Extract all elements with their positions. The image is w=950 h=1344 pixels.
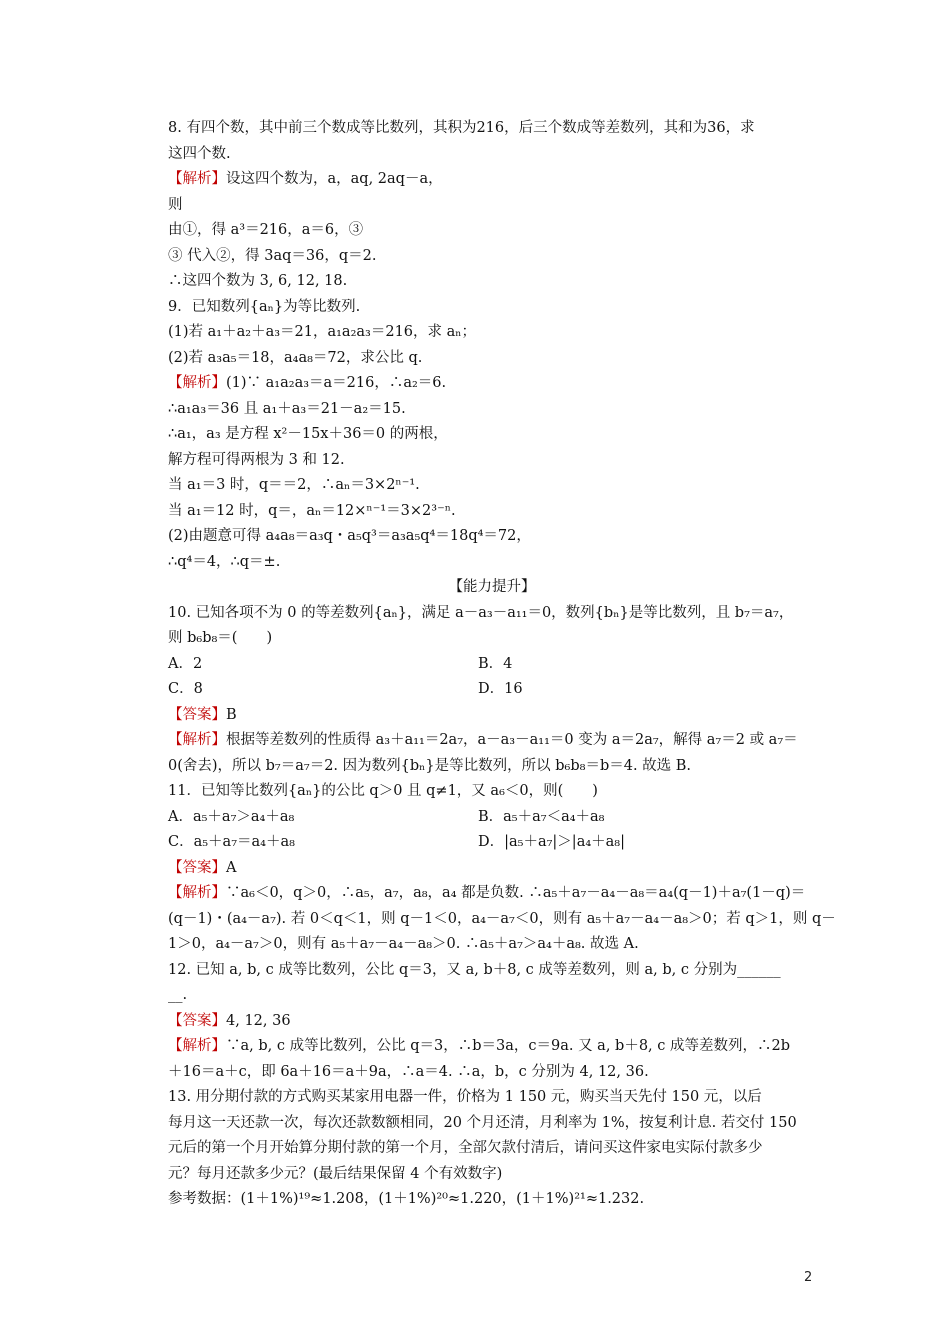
line-text: 参考数据：(1＋1%)¹⁹≈1.208，(1＋1%)²⁰≈1.220，(1＋1%)²¹≈1.232. (168, 1191, 645, 1207)
text-line (168, 295, 816, 321)
line-text: ∴a₁a₃＝36 且 a₁＋a₃＝21－a₂＝15. (168, 400, 406, 417)
option-text: D．16 (478, 681, 523, 697)
text-line (168, 320, 816, 346)
text-line (168, 1136, 816, 1162)
line-text: 元后的第一个月开始算分期付款的第一个月，全部欠款付清后，请问买这件家电实际付款多少 (168, 1140, 763, 1156)
option-row (168, 652, 816, 678)
option-text: C．a₅＋a₇＝a₄＋a₈ (168, 834, 295, 850)
text-line (168, 499, 816, 525)
line-text: 这四个数. (168, 145, 231, 162)
text-line (168, 422, 816, 448)
text-line (168, 1111, 816, 1137)
text-line (168, 524, 816, 550)
option-text: B．4 (478, 655, 513, 672)
option-row (168, 830, 816, 856)
line-text: 8. 有四个数，其中前三个数成等比数列，其积为216，后三个数成等差数列，其和为36，求 (168, 120, 755, 136)
text-line (168, 703, 816, 729)
line-text: 根据等差数列的性质得 a₃＋a₁₁＝2a₇，a－a₃－a₁₁＝0 变为 a＝2a₇，解得 a₇＝2 或 a₇＝ (226, 732, 798, 748)
text-line (168, 116, 816, 142)
line-text: ∴这四个数为 3, 6, 12, 18. (168, 273, 348, 289)
line-text: 12. 已知 a, b, c 成等比数列，公比 q＝3，又 a, b＋8, c 成等差数列，则 a, b, c 分别为______ (168, 961, 781, 978)
line-text: 每月这一天还款一次，每次还款数额相同，20 个月还清，月利率为 1%，按复利计息. 若交付 150 (168, 1114, 797, 1131)
line-text: ∵a₆＜0，q＞0，∴a₅，a₇，a₈，a₄ 都是负数. ∴a₅＋a₇－a₄－a₈＝a₄(q－1)＋a₇(1－q)＝ (226, 885, 806, 901)
line-text: 设这四个数为，a，aq, 2aq－a， (226, 171, 443, 187)
line-text: ③ 代入②，得 3aq＝36，q＝2. (168, 247, 377, 264)
line-text: 则 (168, 196, 183, 213)
line-text: 10. 已知各项不为 0 的等差数列{aₙ}，满足 a－a₃－a₁₁＝0，数列{bₙ}是等比数列，且 b₇＝a₇， (168, 604, 794, 621)
text-line (168, 754, 816, 780)
line-text: 0(舍去)，所以 b₇＝a₇＝2. 因为数列{bₙ}是等比数列，所以 b₆b₈＝b＝4. 故选 B. (168, 757, 692, 774)
text-line (168, 346, 816, 372)
line-text: 元？每月还款多少元？(最后结果保留 4 个有效数字) (168, 1165, 503, 1182)
label-tag: 【解析】 (168, 1038, 226, 1054)
option-row (168, 805, 816, 831)
text-line (168, 473, 816, 499)
text-line (168, 601, 816, 627)
text-line (168, 728, 816, 754)
line-text: 13. 用分期付款的方式购买某家用电器一件，价格为 1 150 元，购买当天先付 150 元，以后 (168, 1089, 762, 1105)
label-tag: 【解析】 (168, 375, 226, 391)
page-number: 2 (804, 1270, 813, 1285)
document-body (168, 116, 836, 1213)
line-text: (1)∵ a₁a₂a₃＝a＝216，∴a₂＝6. (226, 375, 447, 391)
text-line (168, 907, 836, 933)
text-line (168, 371, 816, 397)
text-line (168, 856, 816, 882)
text-line (168, 244, 816, 270)
line-text: ∴a₁，a₃ 是方程 x²－15x＋36＝0 的两根， (168, 426, 448, 442)
text-line (168, 932, 816, 958)
text-line (168, 448, 816, 474)
line-text: 当 a₁＝12 时，q＝，aₙ＝12×ⁿ⁻¹＝3×2³⁻ⁿ. (168, 502, 456, 519)
text-line (168, 218, 816, 244)
text-line (168, 881, 816, 907)
text-line (168, 779, 816, 805)
label-tag: 【答案】 (168, 706, 226, 723)
label-tag: 【解析】 (168, 171, 226, 187)
text-line (168, 1162, 816, 1188)
text-line (168, 1060, 816, 1086)
option-text: A．a₅＋a₇＞a₄＋a₈ (168, 808, 295, 825)
text-line (168, 550, 816, 576)
line-text: 当 a₁＝3 时，q＝＝2，∴aₙ＝3×2ⁿ⁻¹. (168, 477, 420, 493)
line-text: 4, 12, 36 (226, 1012, 291, 1029)
line-text: (q－1)・(a₄－a₇). 若 0＜q＜1，则 q－1＜0，a₄－a₇＜0，则有 a₅＋a₇－a₄－a₈＞0；若 q＞1，则 q－ (168, 910, 836, 927)
line-text: 解方程可得两根为 3 和 12. (168, 451, 345, 468)
line-text: (1)若 a₁＋a₂＋a₃＝21，a₁a₂a₃＝216，求 aₙ； (168, 324, 477, 340)
text-line (168, 269, 816, 295)
option-row (168, 677, 816, 703)
text-line (168, 193, 816, 219)
line-text: (2)由题意可得 a₄a₈＝a₃q・a₅q³＝a₃a₅q⁴＝18q⁴＝72， (168, 528, 531, 544)
text-line (168, 1009, 816, 1035)
label-tag: 【解析】 (168, 885, 226, 901)
text-line (168, 983, 816, 1009)
option-text: C．8 (168, 681, 203, 697)
line-text: 11．已知等比数列{aₙ}的公比 q＞0 且 q≠1，又 a₆＜0，则( ) (168, 783, 598, 799)
line-text: ∵a, b, c 成等比数列，公比 q＝3，∴b＝3a，c＝9a. 又 a, b＋8, c 成等差数列，∴2b (226, 1038, 791, 1054)
label-tag: 【答案】 (168, 859, 226, 876)
text-line (168, 1034, 816, 1060)
text-line (168, 1187, 816, 1213)
line-text: ＋16＝a＋c，即 6a＋16＝a＋9a，∴a＝4. ∴a，b，c 分别为 4, 12, 36. (168, 1063, 649, 1080)
option-text: D．|a₅＋a₇|＞|a₄＋a₈| (478, 834, 625, 850)
text-line (168, 1085, 816, 1111)
line-text: 则 b₆b₈＝( ) (168, 630, 273, 646)
line-text: 9．已知数列{aₙ}为等比数列. (168, 298, 361, 315)
line-text: 1＞0，a₄－a₇＞0，则有 a₅＋a₇－a₄－a₈＞0. ∴a₅＋a₇＞a₄＋a₈. 故选 A. (168, 936, 639, 952)
line-text: 由①，得 a³＝216，a＝6，③ (168, 222, 364, 238)
line-text: __. (168, 987, 188, 1003)
line-text: B (226, 706, 237, 723)
text-line (168, 626, 816, 652)
text-line (168, 142, 816, 168)
text-line (168, 397, 816, 423)
section-heading (168, 575, 816, 601)
line-text: (2)若 a₃a₅＝18，a₄a₈＝72，求公比 q. (168, 349, 423, 366)
text-line (168, 167, 816, 193)
text-line (168, 958, 816, 984)
label-tag: 【解析】 (168, 732, 226, 748)
option-text: A．2 (168, 655, 203, 672)
line-text: 【能力提升】 (448, 579, 536, 595)
line-text: ∴q⁴＝4，∴q＝±. (168, 553, 281, 570)
label-tag: 【答案】 (168, 1012, 226, 1029)
line-text: A (226, 859, 237, 876)
option-text: B．a₅＋a₇＜a₄＋a₈ (478, 808, 605, 825)
